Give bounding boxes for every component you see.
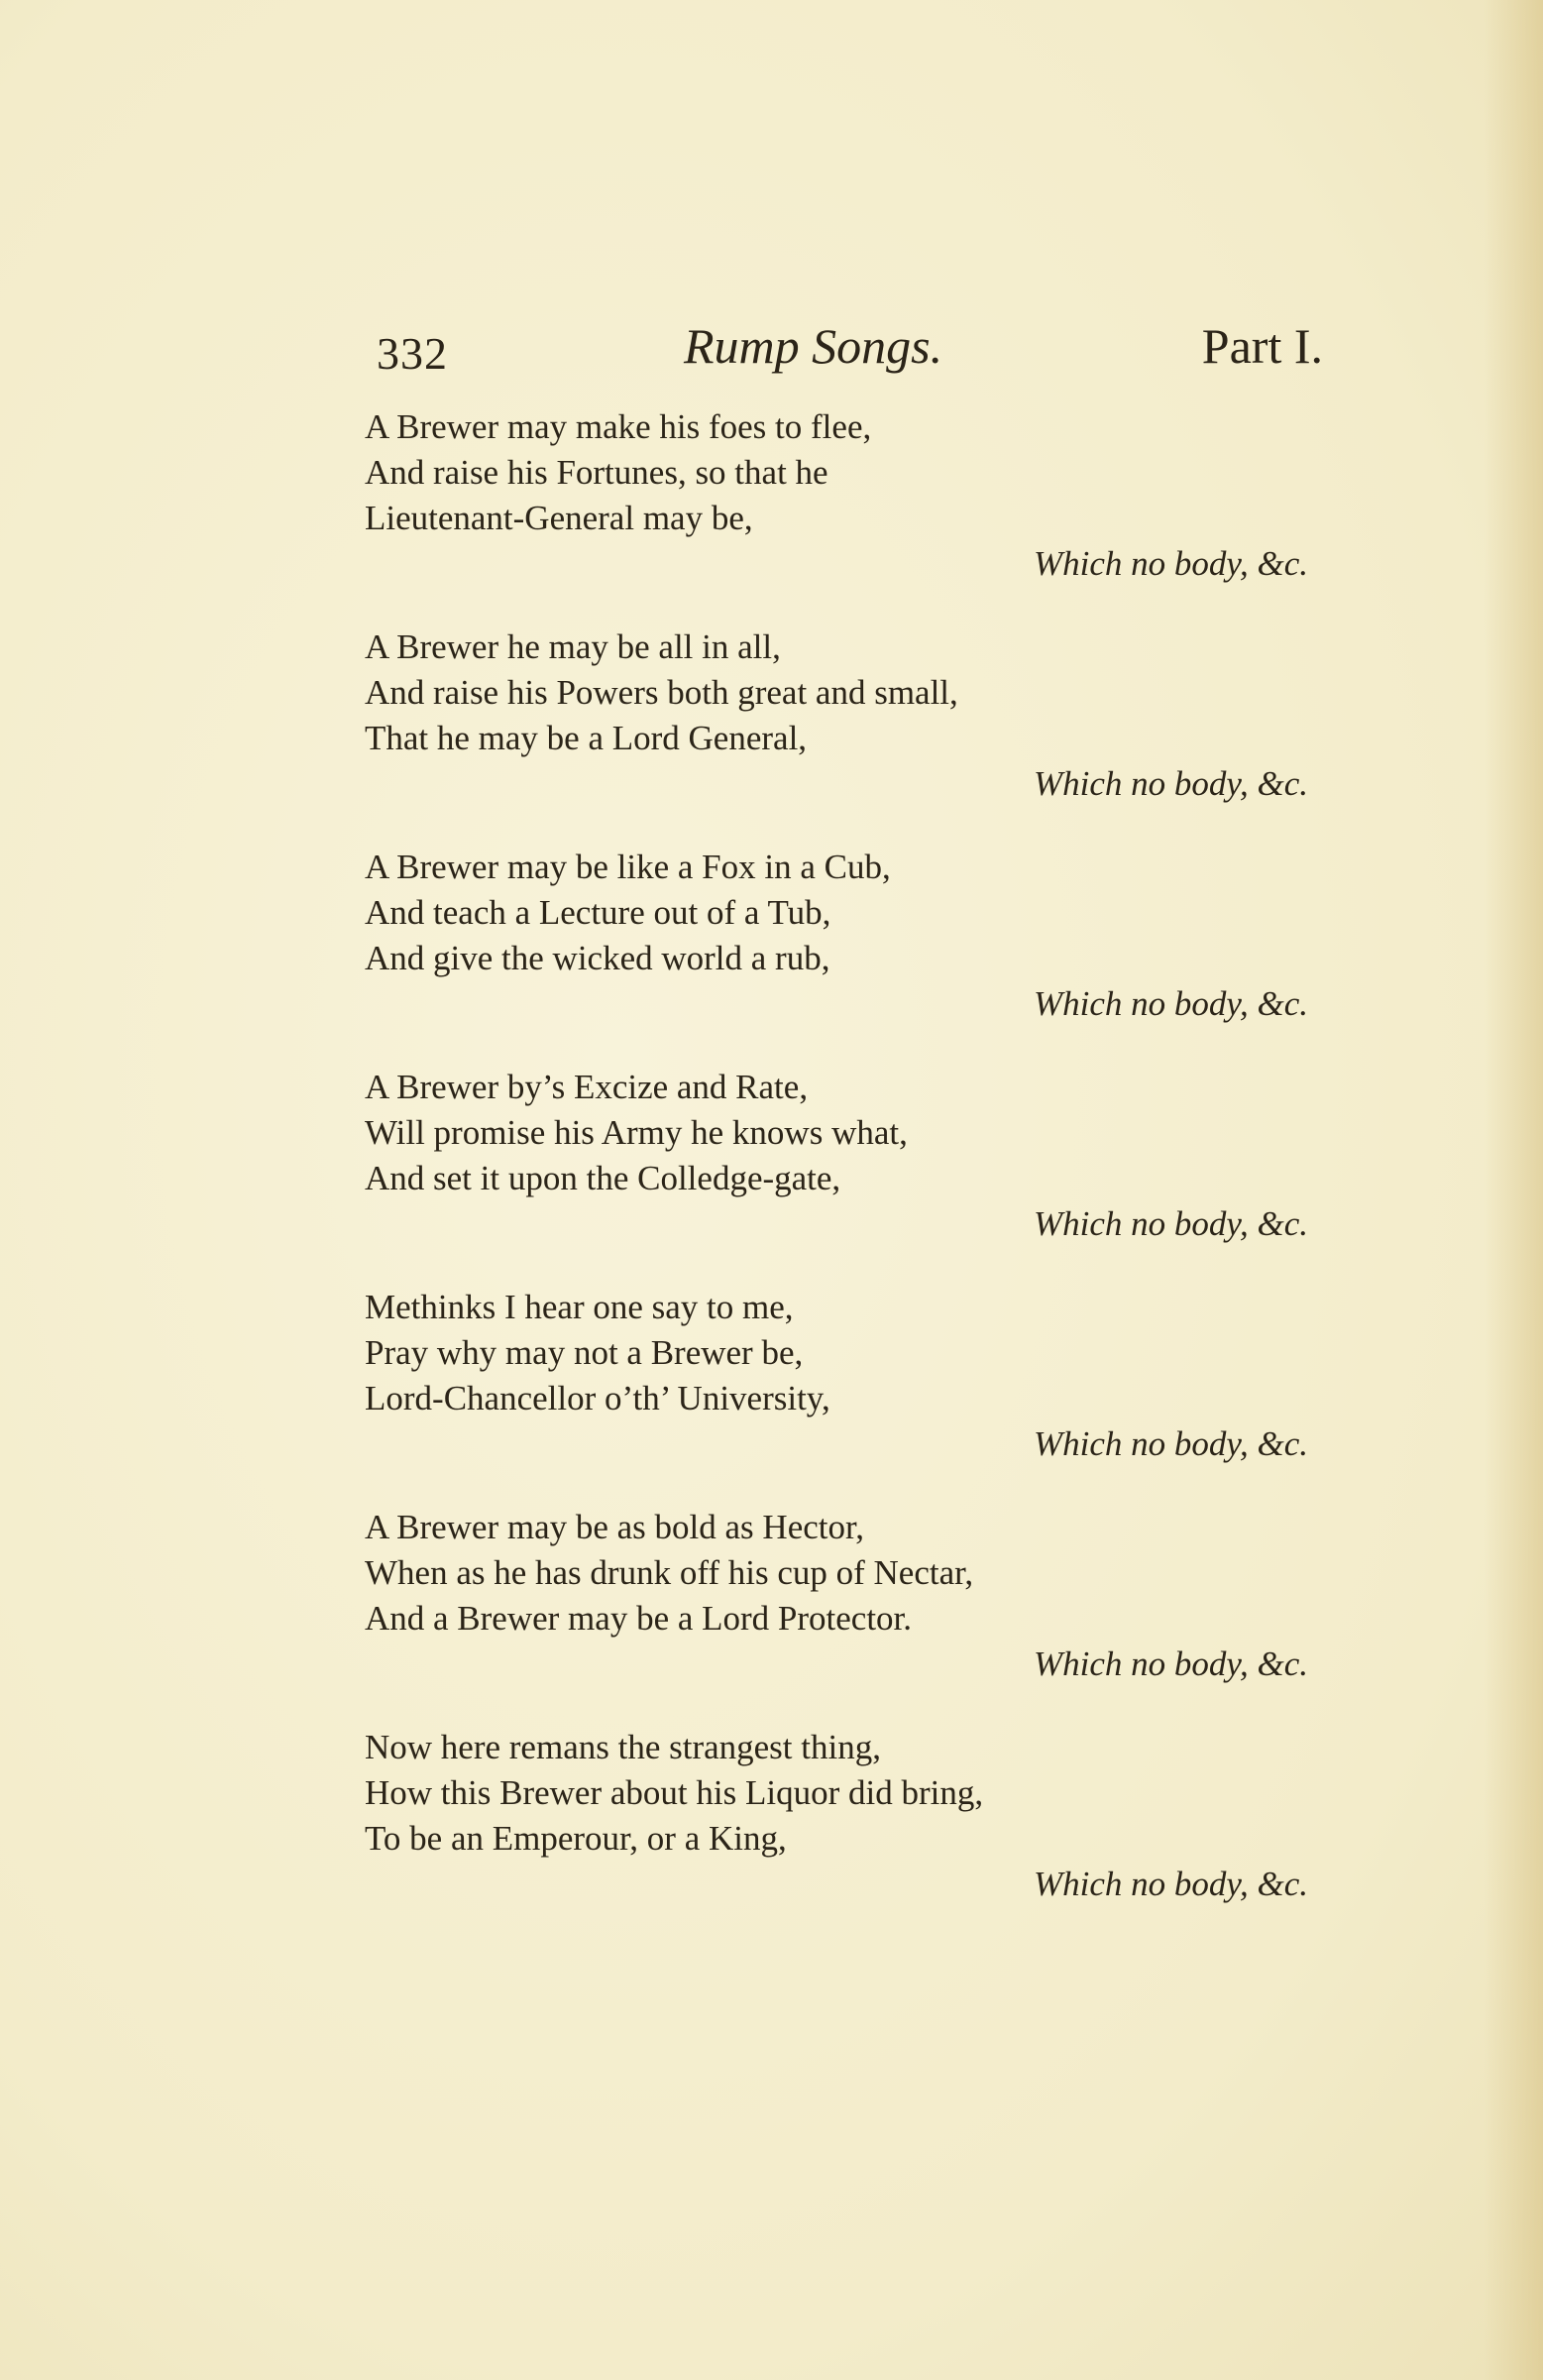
poem-line: A Brewer may be as bold as Hector, (365, 1508, 864, 1546)
poem-line: To be an Emperour, or a King, (365, 1819, 787, 1858)
poem-line: Lord-Chancellor o’th’ University, (365, 1379, 830, 1417)
stanza (365, 624, 1316, 845)
poem-line: And raise his Fortunes, so that he (365, 453, 828, 492)
part-label: Part I. (1201, 318, 1323, 374)
stanza (365, 1505, 1316, 1725)
poem-line: That he may be a Lord General, (365, 719, 808, 757)
poem-line: Methinks I hear one say to me, (365, 1288, 794, 1326)
poem-line: How this Brewer about his Liquor did bring, (365, 1773, 984, 1812)
poem-line: Lieutenant-General may be, (365, 499, 753, 537)
refrain-line: Which no body, &c. (1033, 984, 1308, 1023)
poem-line: A Brewer he may be all in all, (365, 627, 781, 666)
poem-line: Now here remans the strangest thing, (365, 1728, 881, 1766)
refrain-line: Which no body, &c. (1033, 764, 1308, 803)
refrain-line: Which no body, &c. (1033, 1424, 1308, 1463)
poem-line: And teach a Lecture out of a Tub, (365, 893, 831, 932)
poem-line: When as he has drunk off his cup of Nectar, (365, 1553, 974, 1592)
stanza (365, 845, 1316, 1065)
poem-line: Pray why may not a Brewer be, (365, 1333, 804, 1372)
refrain-line: Which no body, &c. (1033, 1644, 1308, 1683)
stanza (365, 1285, 1316, 1505)
poem-body (365, 404, 1316, 1945)
stanza (365, 1725, 1316, 1945)
stanza (365, 1065, 1316, 1285)
refrain-line: Which no body, &c. (1033, 1204, 1308, 1243)
poem-line: And give the wicked world a rub, (365, 939, 830, 977)
poem-line: And set it upon the Colledge-gate, (365, 1159, 841, 1197)
page-number: 332 (377, 328, 448, 379)
stanza (365, 404, 1316, 624)
running-title: Rump Songs. (684, 318, 943, 374)
poem-line: Will promise his Army he knows what, (365, 1113, 908, 1152)
page-edge-shading (1484, 0, 1543, 2380)
poem-line: A Brewer by’s Excize and Rate, (365, 1068, 809, 1106)
running-header (377, 317, 1323, 387)
refrain-line: Which no body, &c. (1033, 1865, 1308, 1903)
poem-line: And raise his Powers both great and small, (365, 673, 958, 712)
poem-line: A Brewer may be like a Fox in a Cub, (365, 848, 891, 886)
poem-line: And a Brewer may be a Lord Protector. (365, 1599, 913, 1638)
refrain-line: Which no body, &c. (1033, 544, 1308, 583)
poem-line: A Brewer may make his foes to flee, (365, 407, 872, 446)
